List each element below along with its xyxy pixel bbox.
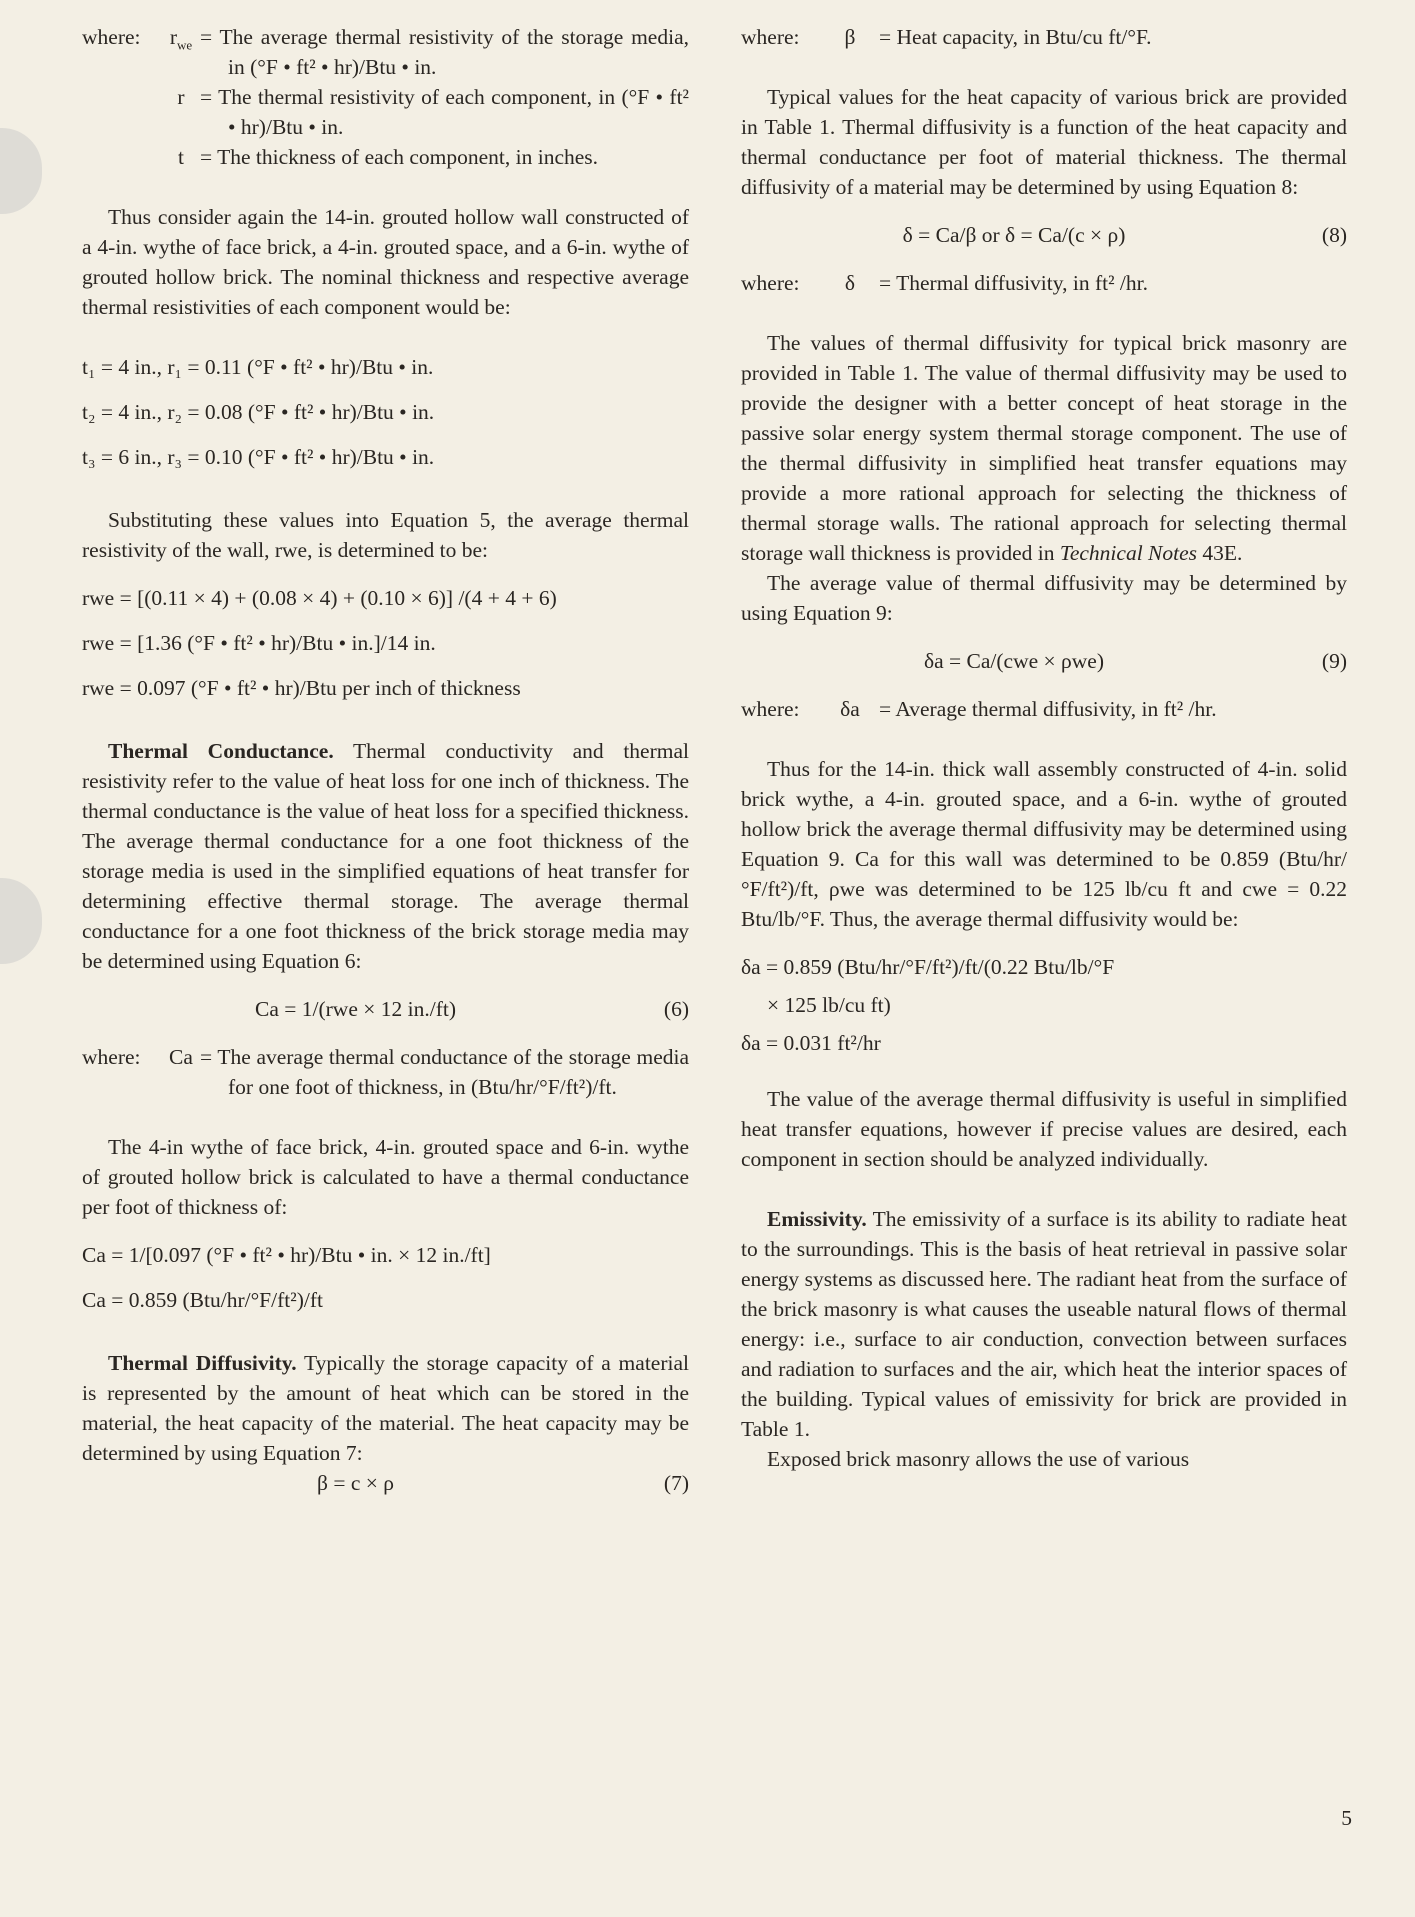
paragraph-wall-assembly: Thus for the 14-in. thick wall assembly constructed of 4-in. solid brick wythe, a 4-in. grouted space, and a 6-in. wythe of grouted hollow brick the average thermal diffusivity may be determined using Equation 9. Ca for this wall was determined to be 0.859 (Btu/hr/°F/ft²)/ft, ρwe was determined to be 125 lb/cu ft and cwe = 0.22 Btu/lb/°F. Thus, the average thermal diffusivity would be:: [741, 757, 1347, 931]
where-block-conductance: [82, 1042, 689, 1102]
paragraph-diffusivity-values: The values of thermal diffusivity for typical brick masonry are provided in Table 1. The value of thermal diffusivity may be used to provide the designer with a better concept of heat storage in the passive solar energy system thermal storage component. The use of the thermal diffusivity in simplified heat transfer equations may provide a more rational approach for selecting the thickness of thermal storage walls. The rational approach for selecting thermal storage wall thickness is provided in Technical Notes 43E.: [741, 331, 1347, 565]
component-value-1: t₁ = 4 in., r₁ = 0.11 (°F • ft² • hr)/Btu • in.: [82, 355, 434, 379]
equation-6: [82, 994, 689, 1024]
where-label: where:: [741, 271, 800, 295]
heading-emissivity: Emissivity.: [767, 1207, 867, 1231]
where-block-diffusivity: [741, 268, 1347, 298]
definition-r: = The thermal resistivity of each component, in (°F • ft² • hr)/Btu • in.: [200, 85, 689, 139]
diffusivity-calc-line-2: × 125 lb/cu ft): [767, 993, 891, 1017]
paragraph-thermal-conductance: Thermal Conductance. Thermal conductivity and thermal resistivity refer to the value of heat loss for one inch of thickness. The thermal conductance is the value of heat loss for a specified thickness. The average thermal conductance for a one foot thickness of the storage media is used in the simplified equations of heat transfer for determining effective thermal storage. The average thermal conductance for a one foot thickness of the brick storage media may be determined using Equation 6:: [82, 739, 689, 973]
equation-8-body: δ = Ca/β or δ = Ca/(c × ρ): [902, 223, 1126, 247]
equation-9-number: (9): [1321, 649, 1347, 673]
equation-8-number: (8): [1321, 223, 1347, 247]
definition-r-we: = The average thermal resistivity of the storage media, in (°F • ft² • hr)/Btu • in.: [200, 25, 689, 79]
component-values: [82, 352, 689, 472]
paragraph-emissivity: Emissivity. The emissivity of a surface is its ability to radiate heat to the surroundings. This is the basis of heat retrieval in passive solar energy systems as discussed here. The radiant heat from the surface of the brick masonry is what causes the useable natural flows of thermal energy: i.e., surface to air conduction, convection between surfaces and radiation to surfaces and the air, which heat the interior spaces of the building. Typical values of emissivity for brick are provided in Table 1.: [741, 1207, 1347, 1441]
paragraph-precise-values: The value of the average thermal diffusivity is useful in simplified heat transfer equations, however if precise values are desired, each component in section should be analyzed individually.: [741, 1087, 1347, 1171]
conductance-calculation: [82, 1240, 689, 1315]
definition-ca: = The average thermal conductance of the storage media for one foot of thickness, in (Btu/hr/°F/ft²)/ft.: [200, 1045, 689, 1099]
heading-thermal-diffusivity: Thermal Diffusivity.: [108, 1351, 297, 1375]
symbol-beta: β: [844, 25, 856, 49]
paragraph-average-diffusivity: The average value of thermal diffusivity may be determined by using Equation 9:: [741, 571, 1347, 625]
diffusivity-calc-line-3: δa = 0.031 ft²/hr: [741, 1031, 881, 1055]
equation-7: [82, 1468, 689, 1498]
symbol-r-we: $r_{we}$: [169, 25, 193, 53]
right-column: [741, 22, 1347, 1474]
equation-6-number: (6): [663, 997, 689, 1021]
paragraph-heat-capacity: Typical values for the heat capacity of various brick are provided in Table 1. Thermal diffusivity is a function of the heat capacity and thermal conductance per foot of material thickness. The thermal diffusivity of a material may be determined by using Equation 8:: [741, 85, 1347, 199]
binder-tab-middle: [0, 878, 42, 964]
paragraph-wall-example: Thus consider again the 14-in. grouted hollow wall constructed of a 4-in. wythe of face brick, a 4-in. grouted space, and a 6-in. wythe of grouted hollow brick. The nominal thickness and respective average thermal resistivities of each component would be:: [82, 205, 689, 319]
equation-9-body: δa = Ca/(cwe × ρwe): [923, 649, 1104, 673]
definition-t: = The thickness of each component, in inches.: [200, 145, 599, 169]
definition-delta: = Thermal diffusivity, in ft² /hr.: [879, 271, 1148, 295]
equation-8: [741, 220, 1347, 250]
symbol-delta-a: δa: [840, 697, 860, 721]
paragraph-conductance-calc: The 4-in wythe of face brick, 4-in. grouted space and 6-in. wythe of grouted hollow brick is calculated to have a thermal conductance per foot of thickness of:: [82, 1135, 689, 1219]
where-label: where:: [741, 25, 800, 49]
diffusivity-calc-line-1: δa = 0.859 (Btu/hr/°F/ft²)/ft/(0.22 Btu/lb/°F: [741, 955, 1115, 979]
diffusivity-calculation: [741, 952, 1347, 1058]
left-column: [82, 22, 689, 1498]
symbol-t: t: [178, 145, 184, 169]
paragraph-thermal-diffusivity: Thermal Diffusivity. Typically the storage capacity of a material is represented by the amount of heat which can be stored in the material, the heat capacity of the material. The heat capacity may be determined by using Equation 7:: [82, 1351, 689, 1465]
calc-line-1: rwe = [(0.11 × 4) + (0.08 × 4) + (0.10 × 6)] /(4 + 4 + 6): [82, 586, 557, 610]
ca-calc-line-2: Ca = 0.859 (Btu/hr/°F/ft²)/ft: [82, 1288, 323, 1312]
symbol-delta: δ: [844, 271, 856, 295]
binder-tab-top: [0, 128, 42, 214]
symbol-r: r: [177, 85, 185, 109]
paragraph-substituting: Substituting these values into Equation 5, the average thermal resistivity of the wall, rwe, is determined to be:: [82, 508, 689, 562]
resistivity-calculation: [82, 583, 689, 703]
calc-line-3: rwe = 0.097 (°F • ft² • hr)/Btu per inch of thickness: [82, 676, 521, 700]
page-number: 5: [1341, 1806, 1352, 1830]
where-block-resistivity: [82, 22, 689, 172]
component-value-2: t₂ = 4 in., r₂ = 0.08 (°F • ft² • hr)/Btu • in.: [82, 400, 435, 424]
equation-7-body: β = c × ρ: [317, 1471, 394, 1495]
definition-delta-a: = Average thermal diffusivity, in ft² /hr.: [879, 697, 1217, 721]
paragraph-exposed-brick: Exposed brick masonry allows the use of various: [767, 1447, 1190, 1471]
calc-line-2: rwe = [1.36 (°F • ft² • hr)/Btu • in.]/14 in.: [82, 631, 436, 655]
equation-7-number: (7): [663, 1471, 689, 1495]
definition-beta: = Heat capacity, in Btu/cu ft/°F.: [879, 25, 1152, 49]
heading-thermal-conductance: Thermal Conductance.: [108, 739, 334, 763]
where-label: where:: [82, 1045, 141, 1069]
where-label: where:: [741, 697, 800, 721]
symbol-ca: Ca: [169, 1045, 193, 1069]
ca-calc-line-1: Ca = 1/[0.097 (°F • ft² • hr)/Btu • in. × 12 in./ft]: [82, 1243, 491, 1267]
equation-9: [741, 646, 1347, 676]
where-block-heat-capacity: [741, 22, 1347, 52]
equation-6-body: Ca = 1/(rwe × 12 in./ft): [255, 997, 456, 1021]
technical-notes-reference: Technical Notes: [1059, 541, 1198, 565]
where-block-average-diffusivity: [741, 694, 1347, 724]
component-value-3: t₃ = 6 in., r₃ = 0.10 (°F • ft² • hr)/Btu • in.: [82, 445, 435, 469]
where-label: where:: [82, 25, 141, 49]
